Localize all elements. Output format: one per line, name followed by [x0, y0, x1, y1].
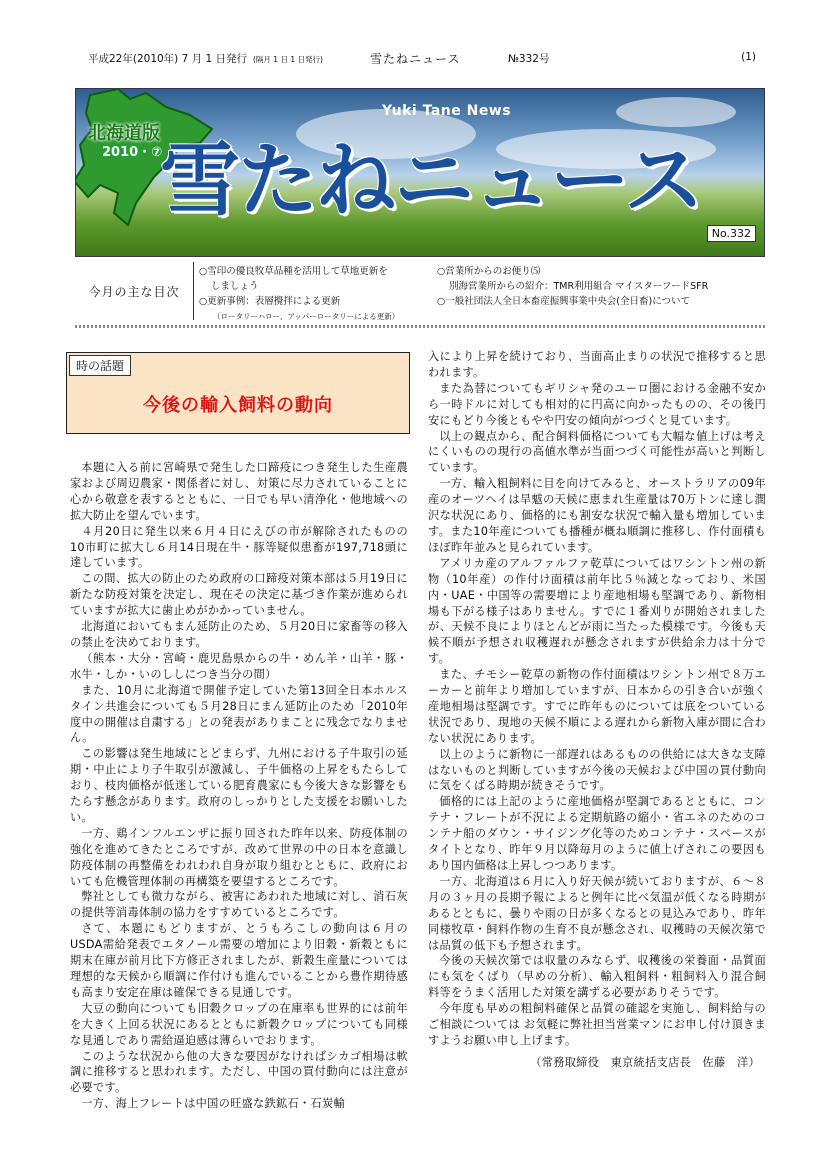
article-paragraph: 今後の天候次第では収量のみならず、収穫後の栄養面・品質面にも気をくばり（早めの分析）、輸入粗飼料・粗飼料入り混合飼料等をうまく活用した対策を講ずる必要がありそうです。: [428, 954, 766, 1000]
table-of-contents: [75, 262, 763, 322]
toc-item: ○雪印の優良牧草品種を活用して草地更新を: [199, 266, 388, 277]
masthead-title: 雪たねニュース: [160, 134, 702, 227]
article-paragraph: 北海道においてもまん延防止のため、５月20日に家畜等の移入の禁止を決めております。: [70, 620, 408, 649]
article-column-right: [428, 349, 766, 1071]
cloud-shape: [616, 97, 736, 127]
edition-date: 2010・⑦: [102, 145, 163, 160]
toc-right-column: [437, 264, 767, 309]
article-paragraph: この影響は発生地域にとどまらず、九州における子牛取引の延期・中止により子牛取引が激減し、子牛価格の上昇をもたらしており、枝肉価格が低迷している肥育農家にも今後大きな影響をもたらす懸念があります。政府のしっかりとした支援をお願いしたい。: [70, 747, 408, 824]
banner-issue-number: No.332: [707, 225, 756, 242]
article-paragraph: 入により上昇を続けており、当面高止まりの状況で推移すると思われます。: [428, 350, 766, 379]
article-paragraph: 本題に入る前に宮崎県で発生した口蹄疫につき発生した生産農家および周辺農家・関係者に対し、対策に尽力されていることに心から敬意を表するとともに、一日でも早い清浄化・他地域への拡大防止を望んでいます。: [70, 461, 408, 522]
toc-item: しましょう: [211, 281, 259, 292]
author-signature: （常務取締役 東京統括支店長 佐藤 洋）: [530, 1055, 760, 1069]
article-paragraph: また、チモシー乾草の新物の作付面積はワシントン州で８万エーカーと前年より増加していますが、日本からの引き合いが強く産地相場は堅調です。すでに昨年ものについては底をついている状況であり、現地の天候不順による遅れから新物入庫が間に合わない状況にあります。: [428, 668, 766, 745]
issue-date-note: (隔月 1 日 1 日発行): [253, 55, 323, 64]
article-paragraph: 一方、輸入粗飼料に目を向けてみると、オーストラリアの09年産のオーツヘイは旱魃の天候に恵まれ生産量は70万トンに達し潤沢な状況にあり、価格的にも割安な状況で輸入量も増加しています。また10年産についても播種が概ね順調に推移し、作付面積もほぼ昨年並みと見られています。: [428, 477, 766, 554]
article-paragraph: 価格的には上記のように産地価格が堅調であるとともに、コンテナ・フレートが不況による定期航路の縮小・省エネのためのコンテナ船のダウン・サイジング化等のためコンテナ・スペースがタイトとなり、昨年９月以降毎月のように値上げされこの要因もあり国内価格は上昇しつつあります。: [428, 795, 766, 872]
masthead-banner: [75, 88, 765, 257]
article-paragraph: ４月20日に発生以来６月４日にえびの市が解除されたものの10市町に拡大し６月14日現在牛・豚等疑似患畜が197,718頭に達しています。: [70, 524, 408, 570]
article-paragraph: 一方、海上フレートは中国の旺盛な鉄鉱石・石炭輸: [81, 1097, 345, 1111]
article-paragraph: 一方、北海道は６月に入り好天候が続いておりますが、６～８月の３ヶ月の長期予報によると例年に比べ気温が低くなる時期があるとともに、曇りや雨の日が多くなるとの見込みであり、昨年同様牧草・飼料作物の生育不良が懸念され、収穫時の天候次第では品質の低下も予想されます。: [428, 874, 766, 952]
toc-item: ○営業所からのお便り⑸: [437, 266, 541, 277]
article-paragraph: 弊社としても微力ながら、被害にあわれた地域に対し、消石灰の提供等消毒体制の協力をすすめているところです。: [70, 890, 408, 920]
article-paragraph: アメリカ産のアルファルファ乾草についてはワシントン州の新物（10年産）の作付け面積は前年比５％減となっており、米国内・UAE・中国等の需要増により産地相場も堅調であり、新物相場も下がる様子はありません。すでに１番刈りが開始されましたが、天候不良によりほとんどが雨に当たった模様です。今後も天候不順が予想され収穫遅れが懸念されますが供給余力は十分です。: [428, 556, 766, 666]
article-paragraph: （熊本・大分・宮崎・鹿児島県からの牛・めん羊・山羊・豚・水牛・しか・いのししにつき当分の間）: [70, 651, 408, 681]
edition-label: 北海道版: [88, 123, 160, 144]
topic-box: [66, 352, 410, 434]
article-paragraph: このような状況から他の大きな要因がなければシカゴ相場は軟調に推移すると思われます。ただし、中国の買付動向には注意が必要です。: [70, 1049, 408, 1095]
article-paragraph: 以上の観点から、配合飼料価格についても大幅な値上げは考えにくいものの現行の高値水準が当面つづく可能性が高いと判断しています。: [428, 429, 766, 475]
newsletter-name: 雪たねニュース: [370, 52, 461, 66]
toc-item: ○更新事例：表層攪拌による更新: [199, 296, 341, 307]
toc-item-note: （ロータリーハロー、アッパーロータリーによる更新）: [213, 312, 400, 321]
page-header: [88, 51, 760, 67]
article-headline: 今後の輸入飼料の動向: [143, 395, 333, 416]
article-paragraph: 今年度も早めの粗飼料確保と品質の確認を実施し、飼料給与のご相談については お気軽に弊社担当営業マンにお申し付け頂きますようお願い申し上げます。: [428, 1002, 766, 1047]
article-paragraph: 一方、鶏インフルエンザに振り回された昨年以来、防疫体制の強化を進めてきたところですが、改めて世界の中の日本を意識し防疫体制の再整備をわれわれ自身が取り組むとともに、政府においても危機管理体制の再構築を要望するところです。: [70, 826, 408, 888]
toc-item: ○一般社団法人全日本畜産振興事業中央会(全日畜)について: [437, 296, 691, 307]
article-column-left: [70, 460, 408, 1112]
article-paragraph: 大豆の動向についても旧穀クロップの在庫率も世界的には前年を大きく上回る状況にあるとともに新穀クロップについても同様な見通しであり需給逼迫感は薄らいでおります。: [70, 1001, 408, 1047]
divider: [75, 325, 765, 328]
section-tag: 時の話題: [69, 355, 131, 376]
toc-item: 別海営業所からの紹介：TMR利用組合 マイスターフードSFR: [449, 281, 709, 292]
toc-label: 今月の主な目次: [75, 262, 194, 320]
article-paragraph: この間、拡大の防止のため政府の口蹄疫対策本部は５月19日に新たな防疫対策を決定し、現在その決定に基づき作業が進められていますが拡大に歯止めがかかっていません。: [70, 572, 408, 618]
article-paragraph: また為替についてもギリシャ発のユーロ圏における金融不安から一時ドルに対しても相対的に円高に向かったものの、その後円安にもどり今後ともやや円安の傾向がつづくと見ています。: [428, 381, 766, 427]
issue-number: №332号: [508, 53, 550, 65]
english-title: Yuki Tane News: [382, 103, 512, 119]
issue-date: 平成22年(2010年) 7 月 1 日発行 (隔月 1 日 1 日発行): [88, 53, 323, 65]
article-paragraph: また、10月に北海道で開催予定していた第13回全日本ホルスタイン共進会についても５月28日にまん延防止のため「2010年度中の開催は自粛する」との発表がありまことに残念でなりません。: [70, 683, 408, 745]
page-number: (1): [741, 51, 756, 63]
article-paragraph: 以上のように新物に一部遅れはあるものの供給には大きな支障はないものと判断していますが今後の天候および中国の買付動向に気をくばる時期が続きそうです。: [428, 747, 766, 793]
article-paragraph: さて、本題にもどりますが、とうもろこしの動向は６月のUSDA需給発表でエタノール需要の増加により旧穀・新穀ともに期末在庫が前月比下方修正されましたが、新穀生産量については理想的な天候から順調に作付けも進んでいることから豊作期待感も高まり安定在庫は確保できる見通しです。: [70, 922, 408, 999]
toc-left-column: [199, 264, 439, 324]
